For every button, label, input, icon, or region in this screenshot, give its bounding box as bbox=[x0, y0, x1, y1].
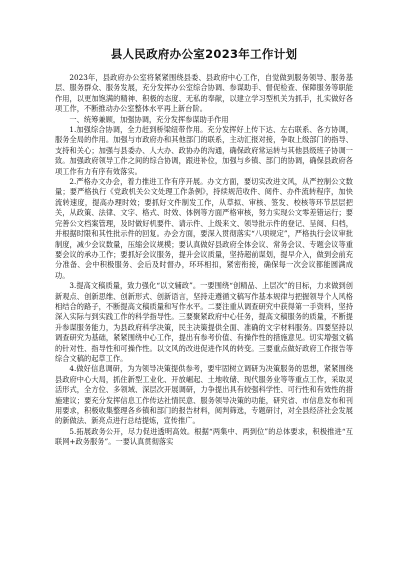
paragraph-item-1: 1.加强综合协调，全力赶到桥梁纽带作用。充分发挥好上传下达、左右联系、各方协调，服务全局的作用。加强与市政府办和其他部门的联系，主动汇报对接，争取上级部门的指导、支持和关心；加强与县委办、人大办、政协办的沟通，确保政府常运转与其他县级班子协调一致。加强政府领导工作之间的综合协调，跟进补位，加强与乡镇、部门的协调，确保县政府各项工作有力有序有效落实。 bbox=[55, 125, 353, 176]
paragraph-item-3: 3.提高文稿质量，致力强化“以文辅政”。一要围绕“创精品、上层次”的目标，力求做到创新观点、创新思维、创新形式、创新语言，坚持走遵循文稿写作基本规律与把握领导个人风格相结合的路子，不断提高文稿质量和写作水平。二要注重从调查研究中获得第一手资料，坚持深入实际与到实践工作的科学指导性。三要聚紧政府中心任务，提高文稿服务的质量，不断提升参谋服务能力，为县政府科学决策，民主决策提供全面、准确的文字材料服务。四要坚持以调查研究为基础，紧紧围绕中心工作，提出有参考价值、有操作性的措施意见。切实增强文稿的针对性、指导性和可操作性。以文风的改进促进作风的转变。三要重点做好政府工作报告等综合文稿的起草工作。 bbox=[55, 281, 353, 363]
section-heading: 一、统筹兼顾，加强协调，充分发挥参谋助手作用 bbox=[69, 114, 229, 124]
paragraph-item-4: 4.做好信息调研，为为领导决策提供参考，要牢固树立调研为决策服务的思想，紧紧围绕县政府中心大局，抓住新型工业化、开放崛起、土地收储、现代服务业等等重点工作，采取灵活形式，全方位、多领域、深层次开展调研，力争提出具有较强科学性、可行性和有效性的措施建议；要充分发挥信息工作传达社情民意、服务领导决策的功能，研究省、市信息发布和刊用要求，积极收集整理各乡镇和部门的报告材料，阅判筛选，专题研讨，对全县经济社会发展的新做法、新亮点进行总结提炼，宣传推广。 bbox=[55, 364, 353, 426]
paragraph-item-5: 5.拓展政务公开，尽力促进透明高效。根据“两集中、两到位”的总体要求，积极推进“互联网+政务服务”。一要认真贯彻落实 bbox=[55, 426, 353, 447]
document-body bbox=[55, 73, 353, 448]
document-title: 县人民政府办公室2023年工作计划 bbox=[110, 47, 298, 61]
paragraph-item-2: 2.严格办文办会，着力推进工作有序开展。办文方面，要切实改进文风，从严控制公文数量；要严格执行《党政机关公文处理工作条例》，持续规范收件、阅件、办件流转程序，加快流转速度，提高办理时效；要抓好文件制发工作，从草拟、审核、签发、校核等环节层层把关，从政策、法律、文字、格式、时效、体例等方面严格审核，努力实现公文零差错运行；要完善公文档案管理，及时做好机要件、请示件、上级来文、领导批示件的登记、呈阅、归档，并根据时限和其性批示件的回复。办会方面，要深入贯彻落实“八项规定”，严格执行会议审批制度，减少会议数量，压缩会议规模；要认真做好县政府全体会议、常务会议、专题会议等重要会议的承办工作；要抓好会议服务，提升会议质量，坚持超前谋划，提早介入，做到会前充分准备、会中积极服务、会后及时督办，环环相扣，紧密衔接，确保每一次会议都能圆满成功。 bbox=[55, 177, 353, 280]
intro-paragraph: 2023年，县政府办公室将紧紧围绕县委、县政府中心工作，自觉做到服务领导、服务基层、服务群众、服务发展，充分发挥办公室综合协调、参谋助手、督促检查、保障服务等职能作用，以更加饱满的精神、积极的态度、无私的奉献，以建立学习型机关为抓手，扎实做好各项工作，不断推动办公室整体水平再上新台阶。 bbox=[55, 73, 353, 114]
